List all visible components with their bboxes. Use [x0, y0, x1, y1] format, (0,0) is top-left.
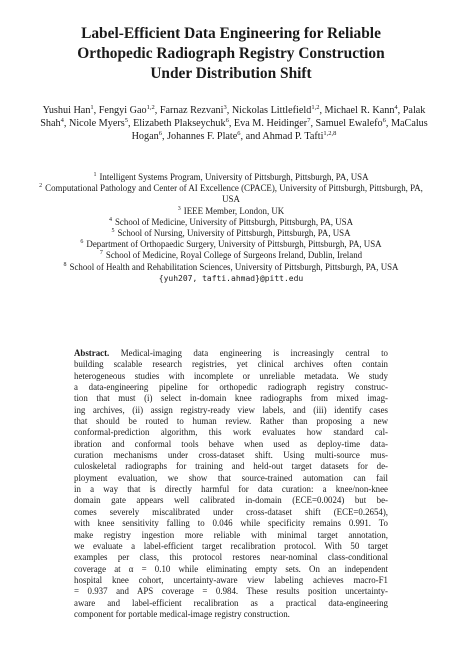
abstract-line — [74, 461, 388, 472]
author-affiliation-mark: 6 — [225, 117, 229, 125]
affiliation — [30, 262, 432, 273]
author-separator: , and — [240, 131, 263, 143]
author-separator: , — [93, 105, 99, 116]
affiliation-number: 5 — [111, 228, 115, 235]
author-list — [38, 104, 430, 144]
abstract-line — [74, 518, 388, 529]
abstract-text: culoskeletal radiographs for training and held-out target datasets for de- — [74, 461, 388, 472]
affiliation — [30, 228, 432, 239]
affiliation-text: Intelligent Systems Program, University of Pittsburgh, Pittsburgh, PA, USA — [99, 172, 369, 182]
author-name: Yushui Han — [42, 105, 91, 116]
affiliation-number: 3 — [177, 205, 181, 212]
author-separator: , — [161, 131, 168, 143]
affiliation-number: 8 — [63, 261, 67, 268]
abstract-text: that should be routed to human review. Rather than proposing a new — [74, 416, 388, 427]
author-separator: , — [228, 118, 234, 130]
abstract-line — [74, 598, 388, 609]
author-affiliation-mark: 1,2 — [146, 104, 155, 111]
author-name: Nicole Myers — [68, 118, 125, 130]
affiliation — [30, 183, 432, 205]
author-affiliation-mark: 1 — [90, 104, 94, 111]
affiliation-text: School of Nursing, University of Pittsburgh, Pittsburgh, PA, USA — [117, 228, 351, 239]
abstract-line — [74, 382, 388, 393]
abstract-text: in a way that is directly harmful for data curation: a knee/non-knee — [74, 484, 388, 495]
abstract-line — [74, 359, 388, 370]
abstract-line — [74, 405, 388, 416]
abstract-text: heterogeneous studies with incomplete or unreliable metadata. We study — [74, 370, 388, 381]
author-separator: , — [319, 105, 325, 116]
abstract-line — [74, 371, 388, 382]
author-name: Eva M. Heidinger — [233, 118, 308, 130]
author-affiliation-mark: 5 — [124, 117, 128, 125]
affiliation-number: 7 — [99, 250, 103, 257]
author-affiliation-mark: 4 — [394, 104, 398, 111]
author-name: Elizabeth Plakseychuk — [133, 118, 226, 130]
affiliation — [30, 217, 432, 228]
abstract-line — [74, 530, 388, 541]
author — [69, 118, 133, 129]
author — [167, 131, 262, 142]
abstract-text: component for portable medical-image registry construction. — [74, 608, 290, 619]
author-separator: , — [397, 105, 403, 116]
affiliation-number: 4 — [109, 216, 112, 223]
affiliation-text: School of Medicine, University of Pittsburgh, Pittsburgh, PA, USA — [115, 216, 353, 227]
abstract-line — [74, 552, 388, 563]
author-affiliation-mark: 6 — [382, 117, 386, 125]
author-separator: , — [63, 118, 69, 130]
abstract-line — [74, 427, 388, 438]
author — [133, 118, 234, 129]
author-name: Farnaz Rezvani — [159, 105, 224, 116]
abstract-text: tion that must (i) select in-domain knee radiographs from mixed imag- — [74, 393, 388, 404]
abstract-text: a data-engineering pipeline for orthopedic radiograph registry construc- — [74, 382, 388, 393]
author-affiliation-mark: 6 — [237, 130, 241, 138]
affiliation — [30, 172, 432, 183]
affiliation — [30, 239, 432, 250]
affiliation-text: Computational Pathology and Center of AI Excellence (CPACE), University of Pittsburgh, Pittsburgh, PA, USA — [45, 183, 423, 205]
author-separator: , — [385, 118, 391, 130]
abstract-text: building scalable research registries, yet clinical archives often contain — [74, 359, 388, 370]
abstract-line — [74, 348, 388, 359]
paper-title — [30, 24, 432, 84]
author — [234, 118, 316, 129]
abstract-line — [74, 484, 388, 495]
author — [43, 105, 99, 116]
author-affiliation-mark: 4 — [60, 117, 64, 125]
abstract — [74, 348, 388, 620]
title-line: Label-Efficient Data Engineering for Reliable — [81, 25, 381, 42]
affiliation — [30, 206, 432, 217]
abstract-line — [74, 393, 388, 404]
abstract-text: ing archives, (ii) assign registry-ready view labels, and (iii) identify cases — [74, 404, 388, 415]
abstract-text: curation mechanisms under cross-dataset shift. Using multi-source mus- — [74, 450, 388, 461]
author — [160, 105, 232, 116]
author-name: Samuel Ewalefo — [315, 118, 383, 130]
author — [99, 105, 160, 116]
author-affiliation-mark: 1,2,8 — [323, 130, 337, 138]
author — [316, 118, 391, 129]
abstract-text: Medical-imaging data engineering is increasingly central to — [120, 348, 388, 358]
affiliation-text: School of Health and Rehabilitation Sciences, University of Pittsburgh, Pittsburgh, PA, USA — [69, 261, 399, 272]
abstract-text: ibration and conformal tools behave when used as deploy-time data- — [74, 438, 388, 449]
author-separator: , — [127, 118, 134, 130]
author-affiliation-mark: 1,2 — [311, 104, 320, 111]
author-name: Michael R. Kann — [324, 105, 395, 116]
abstract-line — [74, 507, 388, 518]
affiliation-text: Department of Orthopaedic Surgery, University of Pittsburgh, Pittsburgh, PA, USA — [86, 239, 382, 250]
abstract-line — [74, 495, 388, 506]
author-name: Fengyi Gao — [98, 105, 147, 116]
author — [232, 105, 325, 116]
abstract-text: conformal-prediction algorithm, this work evaluates how standard cal- — [74, 427, 388, 438]
abstract-line — [74, 575, 388, 586]
author-name: Nickolas Littlefield — [231, 105, 312, 116]
abstract-line — [74, 609, 388, 620]
title-line: Under Distribution Shift — [150, 65, 312, 82]
abstract-line — [74, 541, 388, 552]
affiliation-text: School of Medicine, Royal College of Surgeons Ireland, Dublin, Ireland — [105, 250, 363, 261]
author-separator: , — [226, 105, 232, 116]
abstract-line — [74, 586, 388, 597]
abstract-heading: Abstract. — [74, 348, 110, 358]
author-affiliation-mark: 3 — [223, 104, 227, 111]
abstract-line — [74, 564, 388, 575]
abstract-line — [74, 450, 388, 461]
contact-email: {yuh207, tafti.ahmad}@pitt.edu — [158, 273, 304, 283]
author-affiliation-mark: 7 — [307, 117, 311, 125]
author — [262, 131, 336, 142]
abstract-line — [74, 416, 388, 427]
affiliation-number: 1 — [93, 172, 97, 178]
author-name: MaCalus Hogan — [131, 118, 428, 143]
abstract-text: = 0.937 and APS coverage = 0.984. These results position uncertainty- — [74, 586, 388, 597]
abstract-text: comes severely miscalibrated under cross-dataset shift (ECE=0.2654), — [74, 506, 388, 517]
abstract-line — [74, 439, 388, 450]
abstract-text: coverage at α = 0.10 while eliminating empty sets. On an independent — [74, 563, 388, 574]
author-affiliation-mark: 6 — [158, 130, 162, 138]
author-name: Ahmad P. Tafti — [262, 131, 324, 143]
author — [325, 105, 403, 116]
affiliation-list — [30, 172, 432, 284]
author-separator: , — [154, 105, 160, 116]
abstract-text: domain gate appears well calibrated in-domain (ECE=0.0024) but be- — [74, 495, 388, 506]
affiliation — [30, 250, 432, 261]
affiliation-text: IEEE Member, London, UK — [183, 205, 285, 216]
abstract-text: examples per class, this protocol restores near-nominal class-conditional — [74, 552, 388, 563]
title-line: Orthopedic Radiograph Registry Construction — [77, 45, 385, 62]
author-name: Palak Shah — [40, 105, 426, 130]
abstract-text: make registry ingestion more reliable with minimal target annotation, — [74, 529, 388, 540]
abstract-text: with knee sensitivity falling to 0.046 while specificity remains 0.991. To — [74, 518, 388, 529]
abstract-text: aware and label-efficient recalibration as a practical data-engineering — [74, 597, 388, 608]
author-separator: , — [310, 118, 316, 130]
abstract-text: ployment evaluation, we show that source-trained automation can fail — [74, 472, 388, 483]
affiliation-number: 6 — [80, 239, 84, 246]
abstract-line — [74, 473, 388, 484]
abstract-text: hospital knee cohort, uncertainty-aware view labeling achieves macro-F1 — [74, 574, 388, 585]
abstract-text: we evaluate a label-efficient target recalibration protocol. With 50 target — [74, 540, 388, 551]
affiliation-number: 2 — [39, 183, 43, 190]
author-name: Johannes F. Plate — [167, 131, 238, 143]
